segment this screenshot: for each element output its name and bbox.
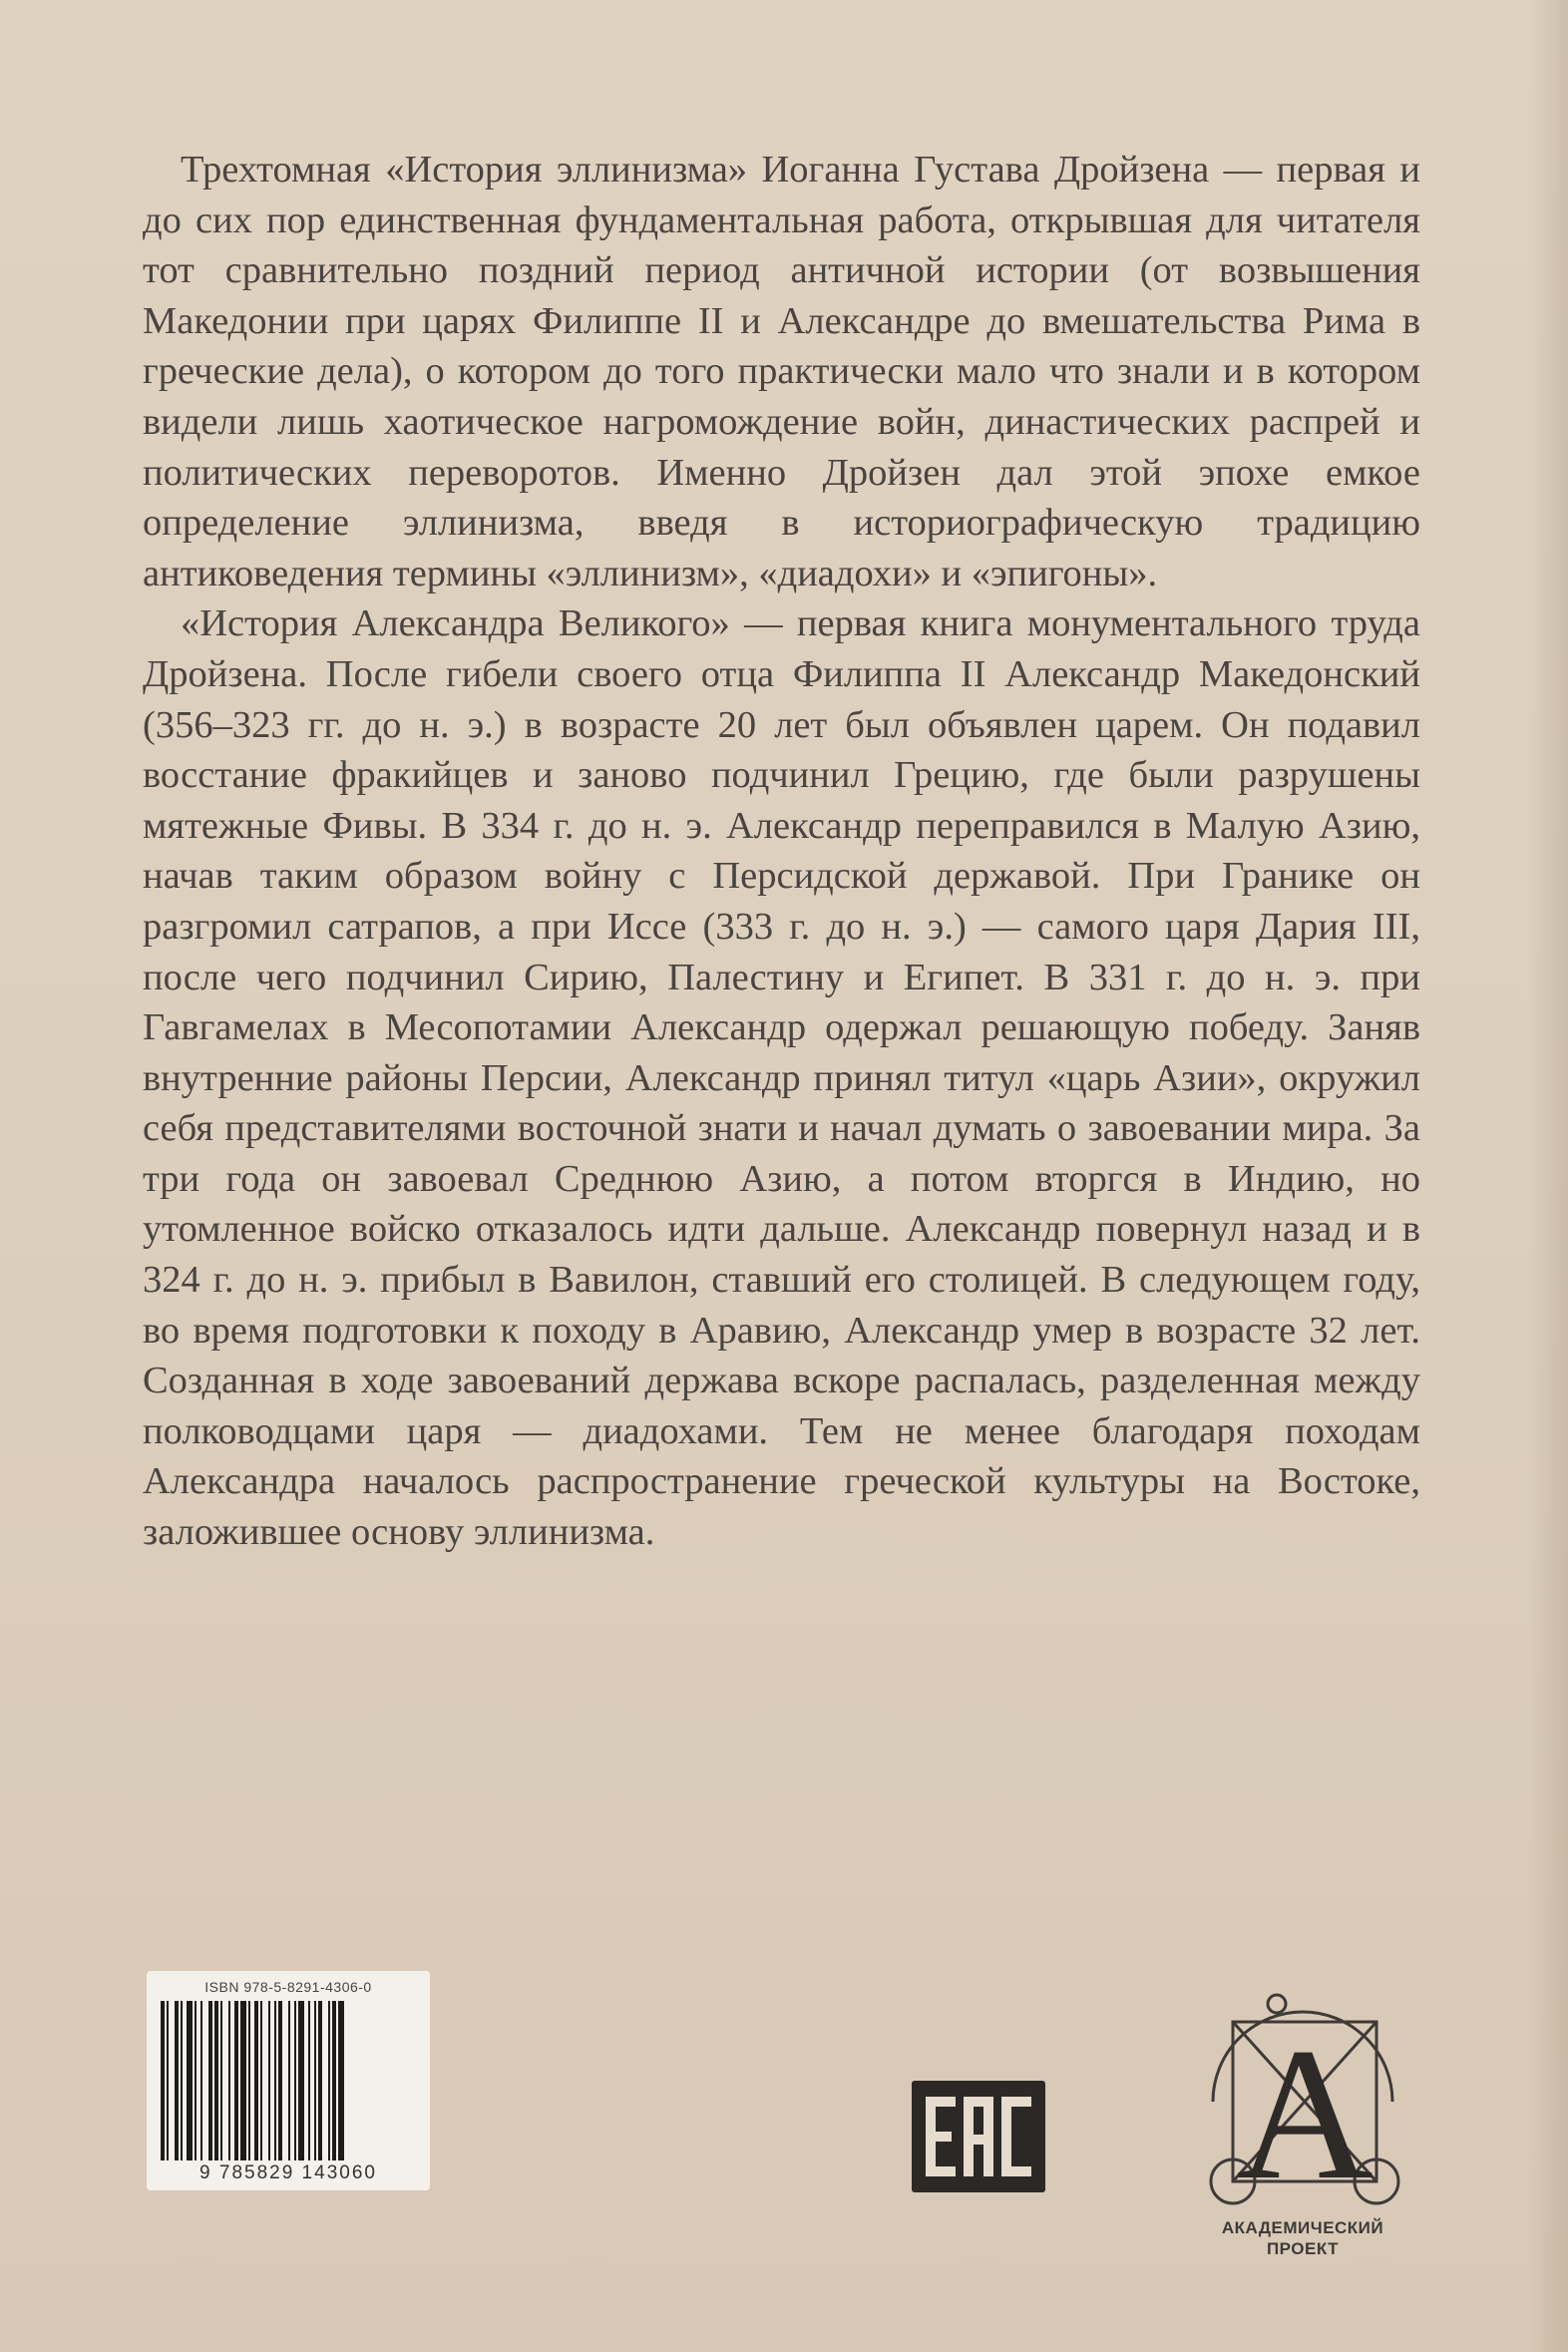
- barcode-bar: [268, 2001, 270, 2160]
- barcode-bar: [260, 2001, 262, 2160]
- barcode-bar: [338, 2001, 344, 2160]
- barcode-bar: [208, 2001, 212, 2160]
- description-paragraph-1: Трехтомная «История эллинизма» Иоганна Густава Дройзена — первая и до сих пор единственная фундаментальная работа, открывшая для читателя тот сравнительно поздний период античной истории (от возвышения Македонии при царях Филиппе II и Александре до вмешательства Рима в греческие дела), о котором до того практически мало что знали и в котором видели лишь хаотическое нагромождение войн, династических распрей и политических переворотов. Именно Дройзен дал этой эпохе емкое определение эллинизма, введя в историографическую традицию антиковедения термины «эллинизм», «диадохи» и «эпигоны».: [143, 149, 1420, 594]
- barcode-digits: 9 785829 143060: [199, 2162, 377, 2183]
- publisher-name-line2: ПРОЕКТ: [1266, 2239, 1340, 2258]
- description-paragraph-2: «История Александра Великого» — первая книга монументального труда Дройзена. После гибели своего отца Филиппа II Александр Македонский (356–323 гг. до н. э.) в возрасте 20 лет был объявлен царем. Он подавил восстание фракийцев и заново подчинил Грецию, где были разрушены мятежные Фивы. В 334 г. до н. э. Александр переправился в Малую Азию, начав таким образом войну с Персидской державой. При Гранике он разгромил сатрапов, а при Иссе (333 г. до н. э.) — самого царя Дария III, после чего подчинил Сирию, Палестину и Египет. В 331 г. до н. э. при Гавгамелах в Месопотамии Александр одержал решающую победу. Заняв внутренние районы Персии, Александр принял титул «царь Азии», окружил себя представителями восточной знати и начал думать о завоевании мира. За три года он завоевал Среднюю Азию, а потом вторгся в Индию, но утомленное войско отказалось идти дальше. Александр повернул назад и в 324 г. до н. э. прибыл в Вавилон, ставший его столицей. В следующем году, во время подготовки к походу в Аравию, Александр умер в возрасте 32 лет. Созданная в ходе завоеваний держава вскоре распалась, разделенная между полководцами царя — диадохами. Тем не менее благодаря походам Александра началось распространение греческой культуры на Востоке, заложившее основу эллинизма.: [143, 602, 1420, 1554]
- barcode-bar: [314, 2001, 316, 2160]
- barcode-bar: [318, 2001, 322, 2160]
- barcode-bar: [278, 2001, 282, 2160]
- barcode-bars: [159, 2001, 418, 2160]
- barcode-bar: [161, 2001, 165, 2160]
- barcode-bar: [240, 2001, 246, 2160]
- description-text: [143, 145, 1420, 1558]
- isbn-label: ISBN 978-5-8291-4306-0: [204, 1979, 372, 1995]
- barcode-bar: [288, 2001, 290, 2160]
- barcode-bar: [181, 2001, 183, 2160]
- barcode-bar: [248, 2001, 250, 2160]
- barcode-bar: [332, 2001, 336, 2160]
- barcode-bar: [228, 2001, 230, 2160]
- barcode-bar: [175, 2001, 179, 2160]
- barcode-bar: [200, 2001, 202, 2160]
- barcode-bar: [294, 2001, 296, 2160]
- publisher-name-line1: АКАДЕМИЧЕСКИЙ: [1221, 2218, 1384, 2237]
- barcode-bar: [274, 2001, 276, 2160]
- publisher-logo-letter: А: [1236, 2010, 1373, 2217]
- barcode-bar: [298, 2001, 304, 2160]
- barcode-bar: [234, 2001, 238, 2160]
- barcode-bar: [254, 2001, 258, 2160]
- barcode-bar: [214, 2001, 218, 2160]
- barcode-bar: [328, 2001, 330, 2160]
- publisher-emblem-icon: [1193, 1988, 1412, 2217]
- barcode-bar: [308, 2001, 310, 2160]
- barcode-bar: [187, 2001, 193, 2160]
- publisher-name: [1193, 2217, 1412, 2259]
- isbn-barcode: [147, 1971, 430, 2190]
- eac-mark-icon: [912, 2081, 1045, 2192]
- barcode-bar: [195, 2001, 196, 2160]
- publisher-logo: [1193, 1988, 1412, 2267]
- barcode-bar: [220, 2001, 222, 2160]
- barcode-bar: [167, 2001, 169, 2160]
